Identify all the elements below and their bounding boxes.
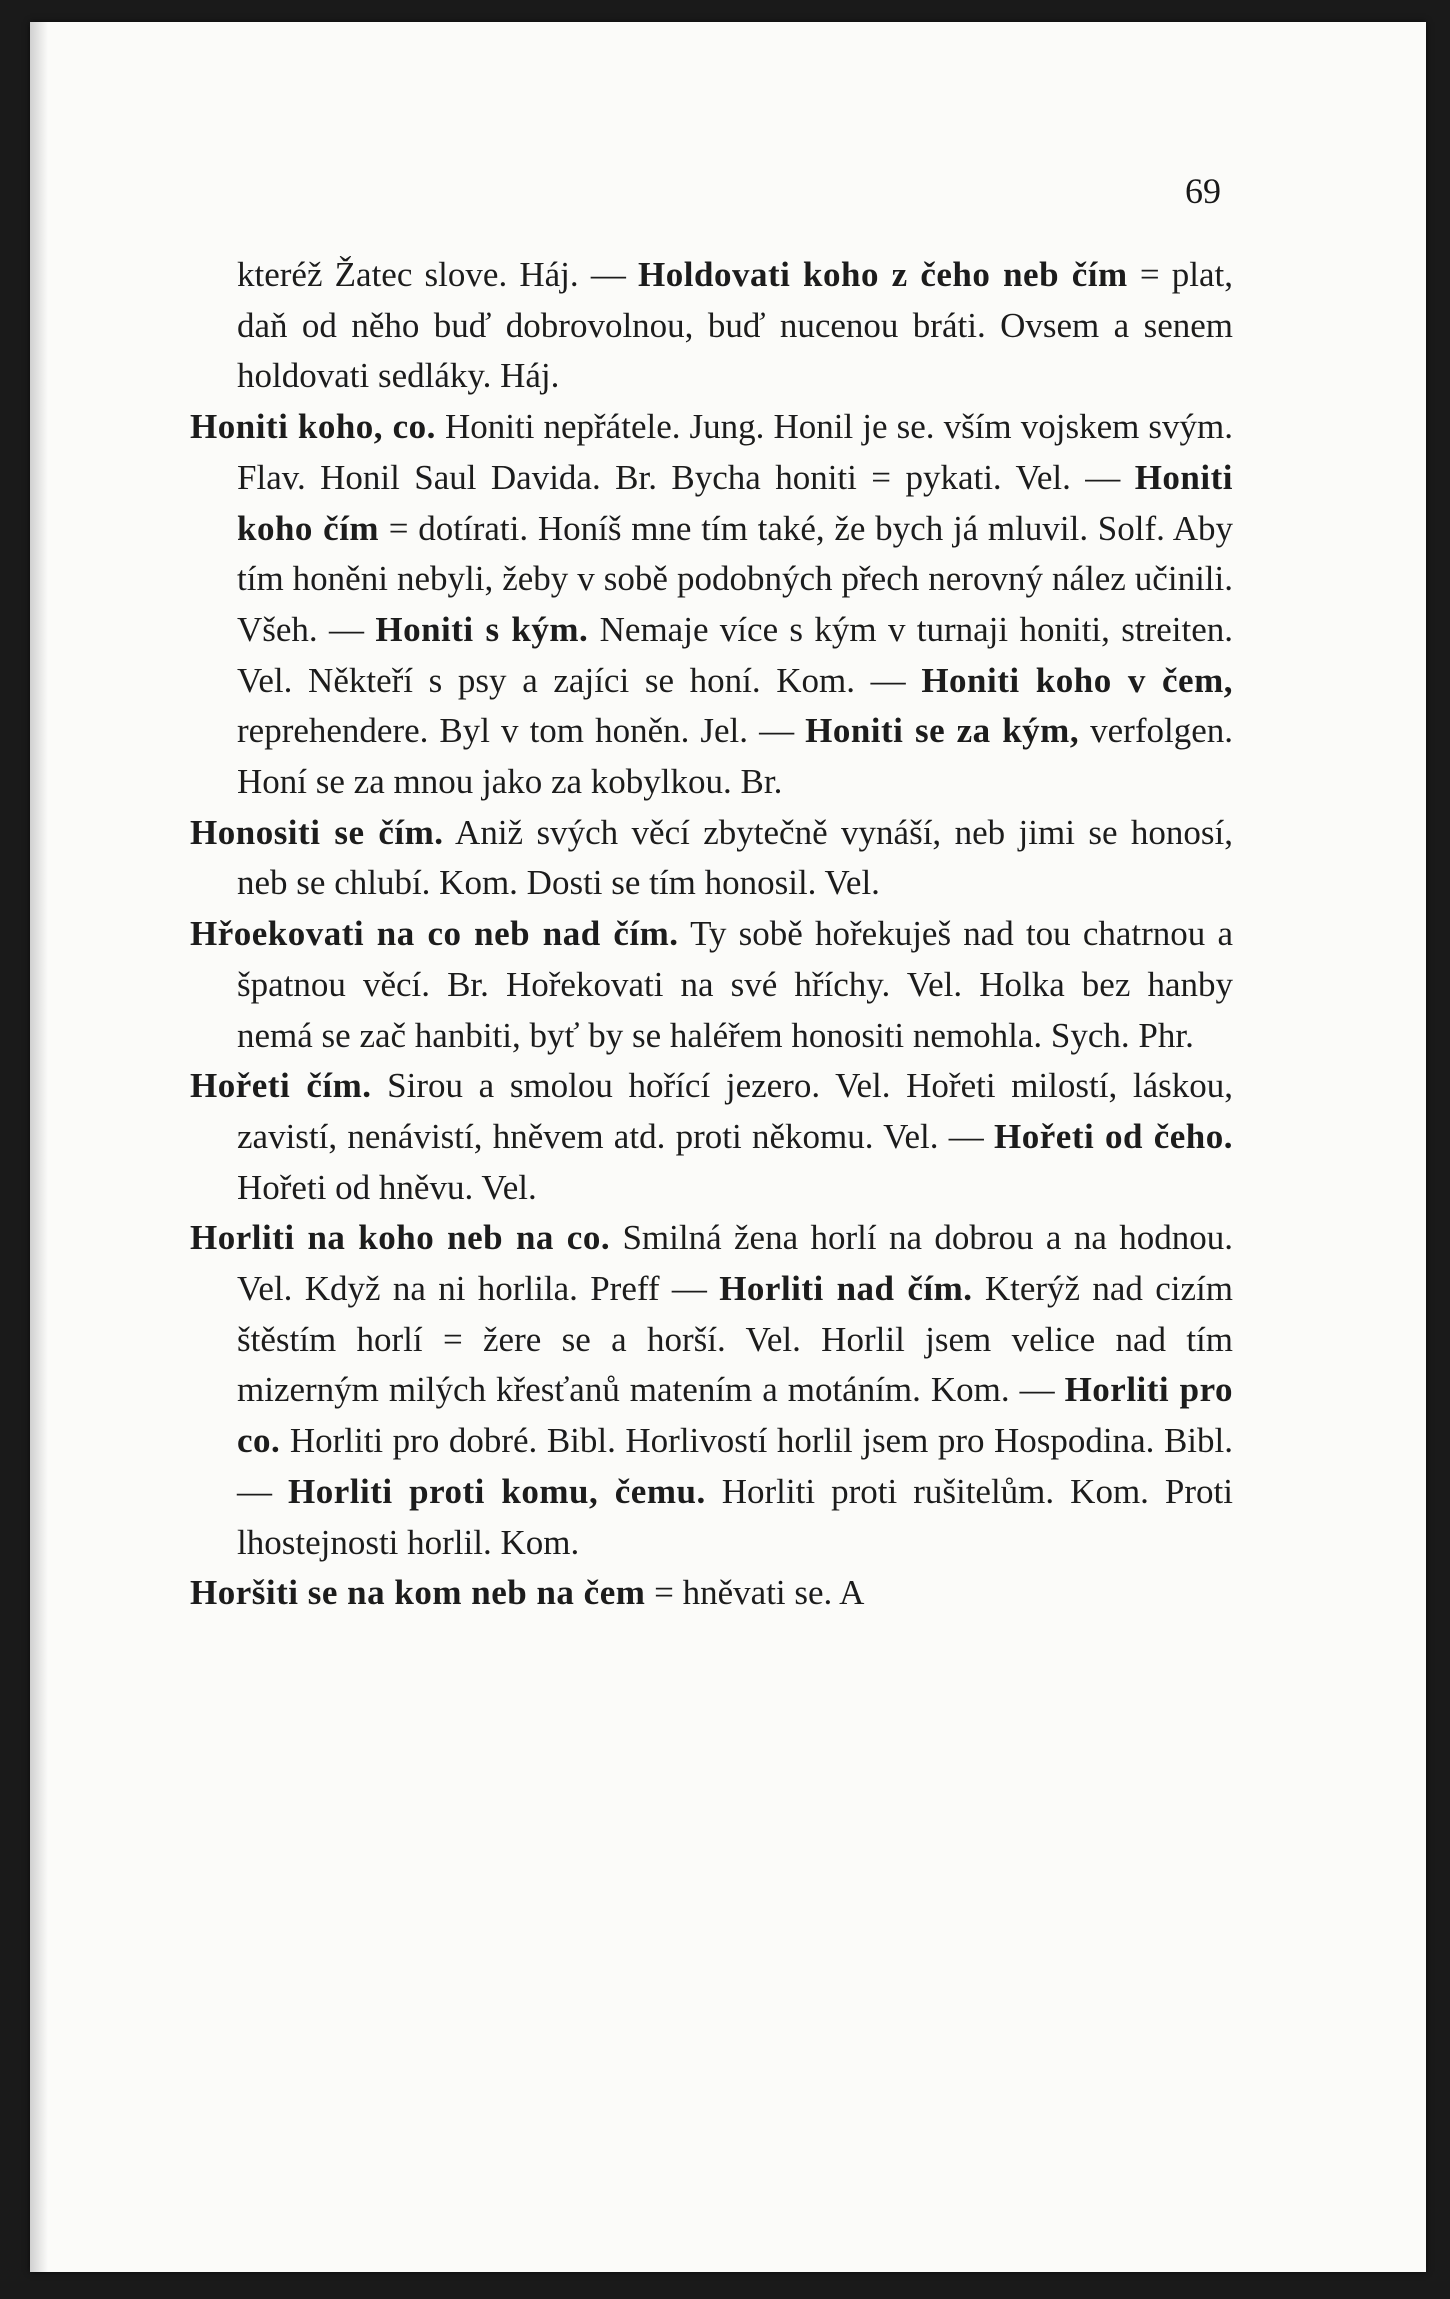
entry-headword: Horliti pro co. — [237, 1370, 1233, 1461]
entry-text: Horliti proti rušitelům. Kom. Proti lhostejnosti horlil. Kom. — [237, 1471, 1234, 1562]
entry-text: Ty sobě hořekuješ nad tou chatrnou a špatnou věcí. Br. Hořekovati na své hříchy. Vel. Holka bez hanby nemá se zač hanbiti, byť by se haléřem honositi nemohla. Sych. Phr. — [237, 914, 1233, 1055]
dictionary-entry-horliti — [190, 1213, 1233, 1568]
entry-headword: Hřoekovati na co neb nad čím. — [190, 914, 679, 954]
entry-headword: Hořeti čím. — [190, 1066, 372, 1106]
entry-text: = plat, daň od něho buď dobrovolnou, buď nucenou bráti. Ovsem a senem holdovati sedláky. Háj. — [237, 255, 1233, 396]
entry-headword: Honiti koho, co. — [190, 407, 436, 447]
entry-text: Aniž svých věcí zbytečně vynáší, neb jimi se honosí, neb se chlubí. Kom. Dosti se tím honosil. Vel. — [237, 812, 1233, 903]
entry-headword: Horliti nad čím. — [719, 1269, 973, 1309]
dictionary-entry-horeti — [190, 1061, 1233, 1213]
entry-text: Honiti nepřátele. Jung. Honil je se. vším vojskem svým. Flav. Honil Saul Davida. Br. Bycha honiti = pykati. Vel. — — [237, 407, 1233, 497]
entry-text: = hněvati se. A — [645, 1573, 865, 1613]
entry-headword: Honiti koho čím — [237, 457, 1233, 548]
dictionary-text-column — [190, 250, 1233, 1619]
dictionary-entry-zatec — [190, 250, 1233, 402]
entry-text: Hořeti od hněvu. Vel. — [237, 1167, 537, 1207]
entry-text: Smilná žena horlí na dobrou a na hodnou. Vel. Když na ni horlila. Preff — — [237, 1218, 1234, 1309]
entry-headword: Honiti s kým. — [375, 609, 589, 649]
entry-headword: Hořeti od čeho. — [994, 1116, 1233, 1156]
dictionary-entry-honiti — [190, 402, 1233, 808]
entry-headword: Holdovati koho z čeho neb čím — [638, 255, 1128, 294]
entry-headword: Honositi se čím. — [190, 812, 444, 852]
dictionary-entry-horekovati — [190, 909, 1233, 1061]
dictionary-entry-horsiti — [190, 1568, 1233, 1619]
entry-headword: Honiti se za kým, — [805, 711, 1080, 751]
dictionary-entry-honositi — [190, 808, 1233, 909]
entry-text: Nemaje více s kým v turnaji honiti, streiten. Vel. Někteří s psy a zajíci se honí. Kom. — — [237, 609, 1233, 700]
entry-text: verfolgen. Honí se za mnou jako za kobylkou. Br. — [237, 711, 1233, 802]
entry-text: Sirou a smolou hořící jezero. Vel. Hořeti milostí, láskou, zavistí, nenávistí, hněvem atd. proti někomu. Vel. — — [237, 1066, 1233, 1156]
entry-text: kteréž Žatec slove. Háj. — — [237, 255, 639, 294]
page-gutter-shadow — [30, 22, 48, 2272]
page-number: 69 — [1185, 171, 1221, 211]
entry-text: reprehendere. Byl v tom honěn. Jel. — — [237, 711, 806, 751]
entry-text: = dotírati. Honíš mne tím také, že bych já mluvil. Solf. Aby tím honěni nebyli, žeby v sobě podobných přech nerovný nález učinili. Všeh. — — [237, 508, 1233, 649]
entry-text: Horliti pro dobré. Bibl. Horlivostí horlil jsem pro Hospodina. Bibl. — — [237, 1421, 1233, 1511]
entry-headword: Horšiti se na kom neb na čem — [190, 1573, 646, 1613]
entry-headword: Horliti proti komu, čemu. — [288, 1471, 706, 1511]
entry-headword: Horliti na koho neb na co. — [190, 1218, 611, 1258]
entry-text: Kterýž nad cizím štěstím horlí = žere se a horší. Vel. Horlil jsem velice nad tím mizerným milých křesťanů matením a motáním. Kom. — — [237, 1269, 1233, 1410]
entry-headword: Honiti koho v čem, — [921, 660, 1233, 700]
